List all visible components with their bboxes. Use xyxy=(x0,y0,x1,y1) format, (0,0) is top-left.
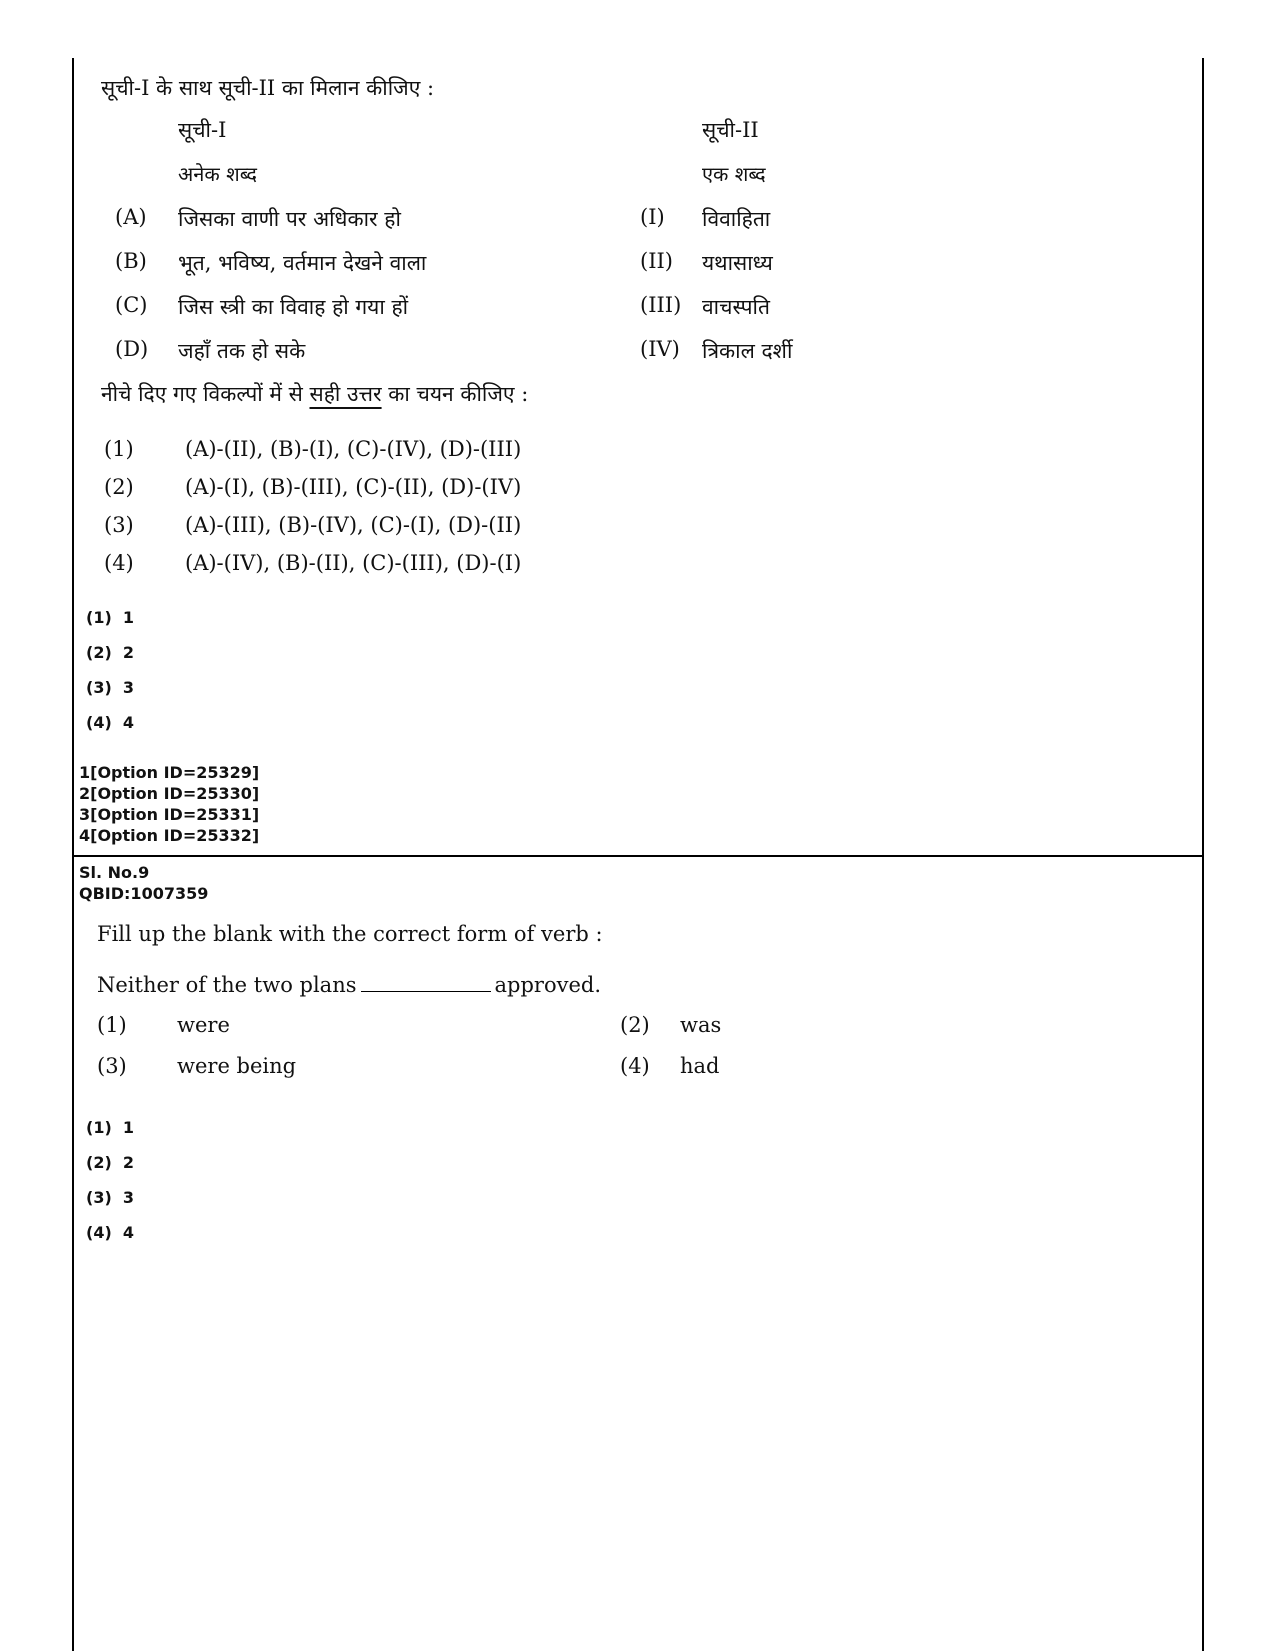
q8-option-4-text: (A)-(IV), (B)-(II), (C)-(III), (D)-(I) xyxy=(185,551,522,575)
q8-option-1-text: (A)-(II), (B)-(I), (C)-(IV), (D)-(III) xyxy=(185,437,522,461)
answer-val: 2 xyxy=(122,1153,135,1172)
q8-instruction: सूची-I के साथ सूची-II का मिलान कीजिए : xyxy=(101,76,435,100)
list1-text-a: जिसका वाणी पर अधिकार हो xyxy=(178,207,401,231)
q9-answer-2[interactable] xyxy=(86,1153,134,1172)
list2-label-i: (I) xyxy=(640,205,665,229)
sentence-before: Neither of the two plans xyxy=(97,973,357,997)
q8-option-3-text: (A)-(III), (B)-(IV), (C)-(I), (D)-(II) xyxy=(185,513,522,537)
question-divider xyxy=(72,855,1204,857)
list1-text-b: भूत, भविष्य, वर्तमान देखने वाला xyxy=(178,251,427,275)
list1-header: सूची-I xyxy=(178,118,227,142)
option-id-2: 2[Option ID=25330] xyxy=(79,784,260,803)
list1-subheader: अनेक शब्द xyxy=(178,162,257,186)
answer-val: 4 xyxy=(122,713,135,732)
answer-num: (1) xyxy=(86,1118,112,1137)
list2-subheader: एक शब्द xyxy=(702,162,766,186)
answer-num: (4) xyxy=(86,1223,112,1242)
q9-option-4-text: had xyxy=(680,1054,720,1078)
q9-option-1-num: (1) xyxy=(97,1013,127,1037)
q9-option-2-num: (2) xyxy=(620,1013,650,1037)
q8-answer-1[interactable] xyxy=(86,608,134,627)
q9-option-2-text: was xyxy=(680,1013,722,1037)
answer-num: (2) xyxy=(86,643,112,662)
q8-choose-instruction xyxy=(101,380,528,408)
q8-option-4-num: (4) xyxy=(104,551,134,575)
list2-header: सूची-II xyxy=(702,118,759,142)
list1-text-c: जिस स्त्री का विवाह हो गया हों xyxy=(178,295,409,319)
list2-text-i: विवाहिता xyxy=(702,207,771,231)
choose-underlined: सही उत्तर xyxy=(309,382,382,406)
q9-option-4-num: (4) xyxy=(620,1054,650,1078)
list2-text-iii: वाचस्पति xyxy=(702,295,770,319)
qbid: QBID:1007359 xyxy=(79,884,209,903)
list1-label-c: (C) xyxy=(115,293,148,317)
answer-val: 3 xyxy=(122,1188,135,1207)
q8-option-2-text: (A)-(I), (B)-(III), (C)-(II), (D)-(IV) xyxy=(185,475,522,499)
list1-label-a: (A) xyxy=(115,205,147,229)
q9-meta xyxy=(79,862,208,904)
q9-instruction: Fill up the blank with the correct form of verb : xyxy=(97,922,603,946)
answer-num: (3) xyxy=(86,678,112,697)
option-id-4: 4[Option ID=25332] xyxy=(79,826,260,845)
answer-num: (2) xyxy=(86,1153,112,1172)
answer-blank xyxy=(361,977,491,992)
list2-label-iv: (IV) xyxy=(640,337,680,361)
q9-answer-1[interactable] xyxy=(86,1118,134,1137)
list1-label-d: (D) xyxy=(115,337,149,361)
list1-text-d: जहाँ तक हो सके xyxy=(178,339,306,363)
option-id-list xyxy=(79,762,259,846)
answer-val: 3 xyxy=(122,678,135,697)
answer-val: 1 xyxy=(122,1118,135,1137)
list1-label-b: (B) xyxy=(115,249,147,273)
answer-val: 2 xyxy=(122,643,135,662)
q8-answer-3[interactable] xyxy=(86,678,134,697)
q8-answer-4[interactable] xyxy=(86,713,134,732)
option-id-1: 1[Option ID=25329] xyxy=(79,763,260,782)
serial-number: Sl. No.9 xyxy=(79,863,150,882)
list2-label-iii: (III) xyxy=(640,293,682,317)
list2-text-iv: त्रिकाल दर्शी xyxy=(702,339,793,363)
choose-suffix: का चयन कीजिए : xyxy=(381,382,529,406)
answer-num: (4) xyxy=(86,713,112,732)
q9-answer-4[interactable] xyxy=(86,1223,134,1242)
answer-num: (1) xyxy=(86,608,112,627)
q9-option-1-text: were xyxy=(177,1013,230,1037)
q8-option-3-num: (3) xyxy=(104,513,134,537)
q8-option-2-num: (2) xyxy=(104,475,134,499)
q8-option-1-num: (1) xyxy=(104,437,134,461)
q9-option-3-num: (3) xyxy=(97,1054,127,1078)
list2-text-ii: यथासाध्य xyxy=(702,251,773,275)
q9-answer-3[interactable] xyxy=(86,1188,134,1207)
list2-label-ii: (II) xyxy=(640,249,673,273)
answer-num: (3) xyxy=(86,1188,112,1207)
sentence-after: approved. xyxy=(494,973,601,997)
answer-val: 1 xyxy=(122,608,135,627)
answer-val: 4 xyxy=(122,1223,135,1242)
q9-option-3-text: were being xyxy=(177,1054,297,1078)
q8-answer-2[interactable] xyxy=(86,643,134,662)
option-id-3: 3[Option ID=25331] xyxy=(79,805,260,824)
choose-prefix: नीचे दिए गए विकल्पों में से xyxy=(101,382,310,406)
q9-sentence xyxy=(97,973,601,997)
